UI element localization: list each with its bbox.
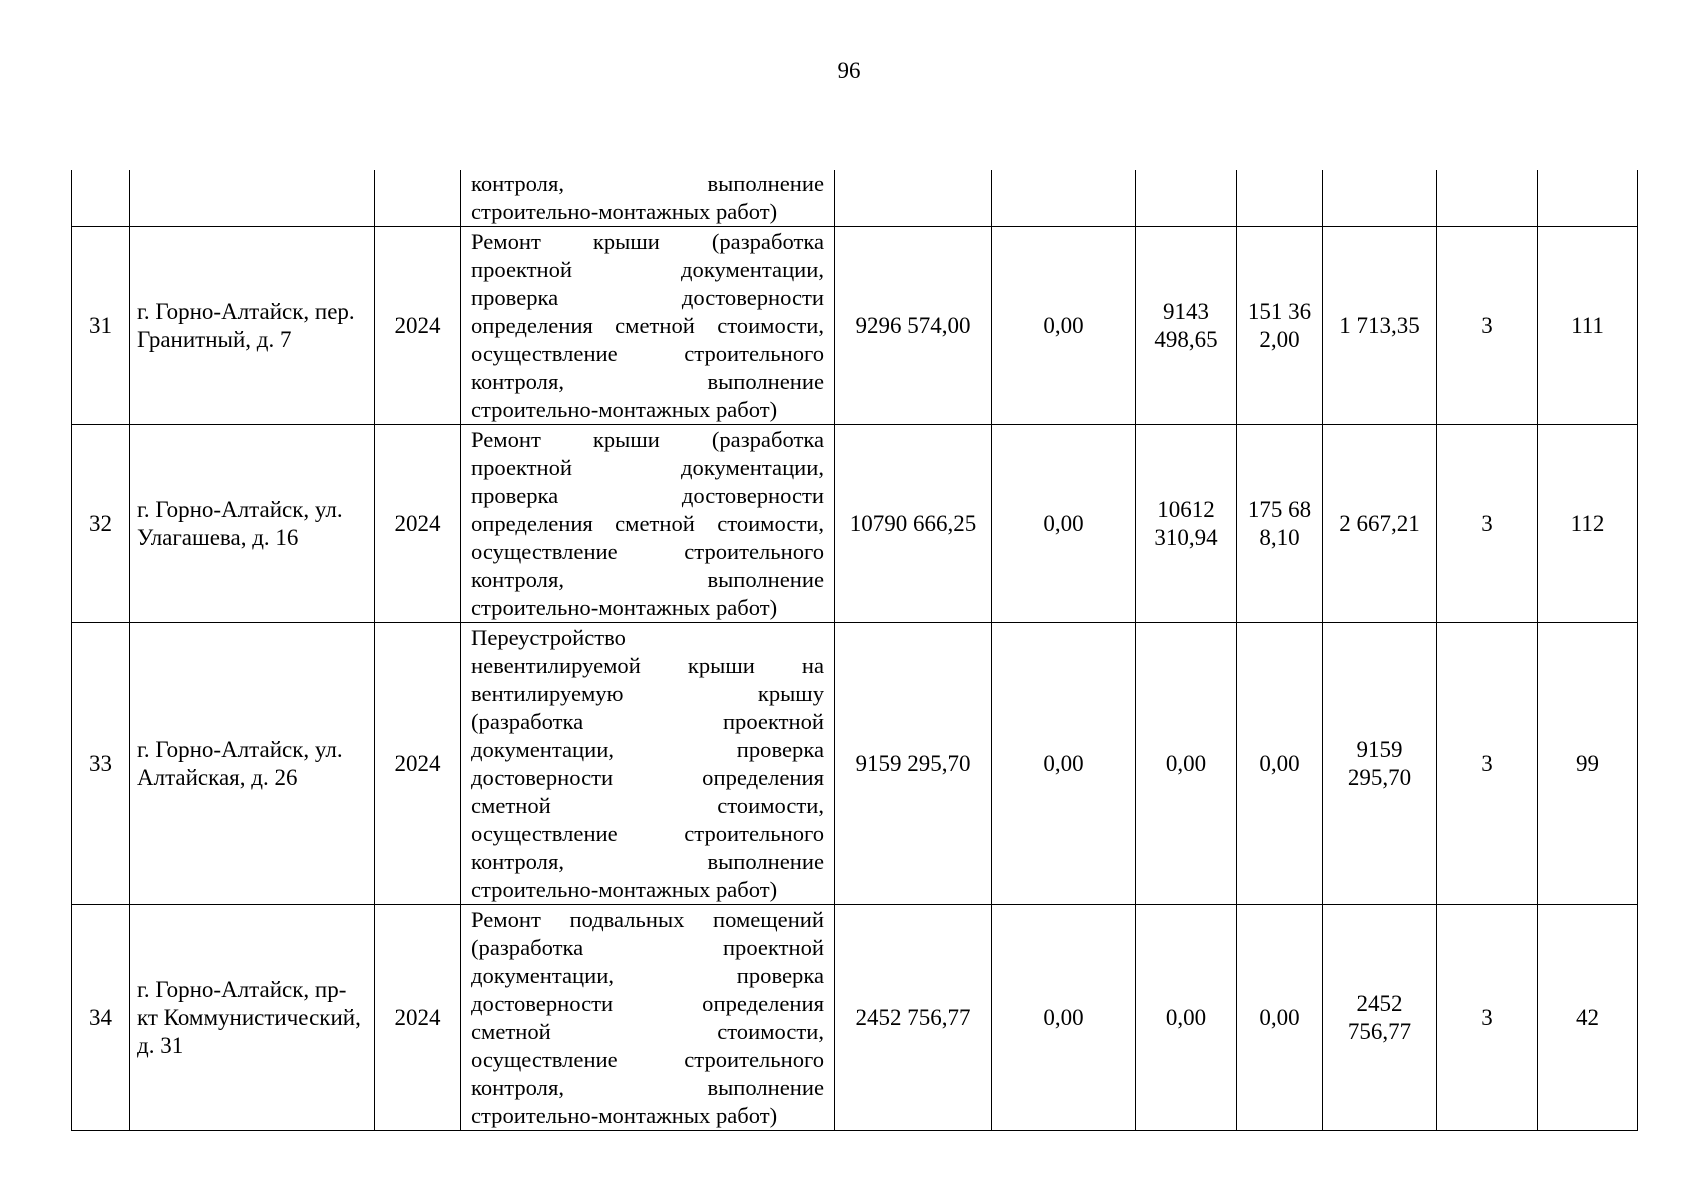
work-line: достоверности определения [471, 991, 824, 1016]
cell-work [461, 623, 835, 905]
page-number: 96 [837, 58, 861, 83]
cell-col6: 0,00 [992, 425, 1136, 623]
cell-work [461, 227, 835, 425]
cell-col8 [1237, 170, 1323, 227]
repair-program-table [71, 170, 1638, 1131]
cell-col11: 112 [1538, 425, 1638, 623]
cell-address: г. Горно-Алтайск, пер. Гранитный, д. 7 [130, 227, 375, 425]
cell-work [461, 425, 835, 623]
work-line: контроля, выполнение [471, 171, 824, 196]
work-line: (разработка проектной [471, 935, 824, 960]
work-line: осуществление строительного [471, 1047, 824, 1072]
work-line: проектной документации, [471, 257, 824, 282]
work-line: строительно-монтажных работ) [471, 199, 778, 224]
cell-work [461, 905, 835, 1131]
cell-col6: 0,00 [992, 227, 1136, 425]
work-line: контроля, выполнение [471, 1075, 824, 1100]
work-line: Переустройство [471, 625, 626, 650]
cell-col7: 0,00 [1136, 623, 1237, 905]
work-line: осуществление строительного [471, 539, 824, 564]
cell-work [461, 170, 835, 227]
work-line: проверка достоверности [471, 285, 824, 310]
cell-col9: 1 713,35 [1323, 227, 1437, 425]
table-row [72, 623, 1638, 905]
cell-total: 9159 295,70 [835, 623, 992, 905]
cell-col10: 3 [1437, 227, 1538, 425]
cell-address: г. Горно-Алтайск, ул. Улагашева, д. 16 [130, 425, 375, 623]
cell-num: 33 [72, 623, 130, 905]
work-line: строительно-монтажных работ) [471, 1103, 778, 1128]
cell-col7: 10612 310,94 [1136, 425, 1237, 623]
cell-col7 [1136, 170, 1237, 227]
cell-col8: 175 688,10 [1237, 425, 1323, 623]
work-line: проверка достоверности [471, 483, 824, 508]
cell-num: 34 [72, 905, 130, 1131]
cell-num: 32 [72, 425, 130, 623]
work-line: Ремонт крыши (разработка [471, 427, 824, 452]
work-line: документации, проверка [471, 737, 824, 762]
cell-num: 31 [72, 227, 130, 425]
cell-address: г. Горно-Алтайск, ул. Алтайская, д. 26 [130, 623, 375, 905]
cell-col9: 9159 295,70 [1323, 623, 1437, 905]
cell-address [130, 170, 375, 227]
table-row [72, 905, 1638, 1131]
cell-col10: 3 [1437, 905, 1538, 1131]
cell-year: 2024 [375, 227, 461, 425]
cell-col6: 0,00 [992, 905, 1136, 1131]
work-line: осуществление строительного [471, 821, 824, 846]
table-row-continuation [72, 170, 1638, 227]
work-line: проектной документации, [471, 455, 824, 480]
work-line: осуществление строительного [471, 341, 824, 366]
cell-col11: 99 [1538, 623, 1638, 905]
cell-col6: 0,00 [992, 623, 1136, 905]
work-line: контроля, выполнение [471, 567, 824, 592]
cell-year: 2024 [375, 905, 461, 1131]
cell-col11: 111 [1538, 227, 1638, 425]
cell-total [835, 170, 992, 227]
cell-total: 2452 756,77 [835, 905, 992, 1131]
table-row [72, 425, 1638, 623]
cell-col11 [1538, 170, 1638, 227]
table-row [72, 227, 1638, 425]
work-line: определения сметной стоимости, [471, 511, 824, 536]
work-line: строительно-монтажных работ) [471, 397, 778, 422]
cell-col10 [1437, 170, 1538, 227]
cell-col8: 0,00 [1237, 623, 1323, 905]
cell-col6 [992, 170, 1136, 227]
cell-col10: 3 [1437, 623, 1538, 905]
table-wrapper [71, 170, 1638, 1131]
work-line: Ремонт крыши (разработка [471, 229, 824, 254]
work-line: сметной стоимости, [471, 1019, 824, 1044]
cell-col11: 42 [1538, 905, 1638, 1131]
cell-address: г. Горно-Алтайск, пр-кт Коммунистический, д. 31 [130, 905, 375, 1131]
work-line: Ремонт подвальных помещений [471, 907, 824, 932]
cell-col7: 0,00 [1136, 905, 1237, 1131]
work-line: сметной стоимости, [471, 793, 824, 818]
work-line: достоверности определения [471, 765, 824, 790]
cell-col9: 2 667,21 [1323, 425, 1437, 623]
work-line: строительно-монтажных работ) [471, 595, 778, 620]
cell-total: 9296 574,00 [835, 227, 992, 425]
work-line: строительно-монтажных работ) [471, 877, 778, 902]
cell-col8: 0,00 [1237, 905, 1323, 1131]
cell-col7: 9143 498,65 [1136, 227, 1237, 425]
cell-col9 [1323, 170, 1437, 227]
work-line: вентилируемую крышу [471, 681, 824, 706]
cell-total: 10790 666,25 [835, 425, 992, 623]
work-line: документации, проверка [471, 963, 824, 988]
cell-year: 2024 [375, 425, 461, 623]
work-line: (разработка проектной [471, 709, 824, 734]
cell-col8: 151 362,00 [1237, 227, 1323, 425]
work-line: определения сметной стоимости, [471, 313, 824, 338]
cell-year: 2024 [375, 623, 461, 905]
work-line: невентилируемой крыши на [471, 653, 824, 678]
cell-col9: 2452 756,77 [1323, 905, 1437, 1131]
cell-year [375, 170, 461, 227]
work-line: контроля, выполнение [471, 849, 824, 874]
work-line: контроля, выполнение [471, 369, 824, 394]
cell-col10: 3 [1437, 425, 1538, 623]
cell-num [72, 170, 130, 227]
